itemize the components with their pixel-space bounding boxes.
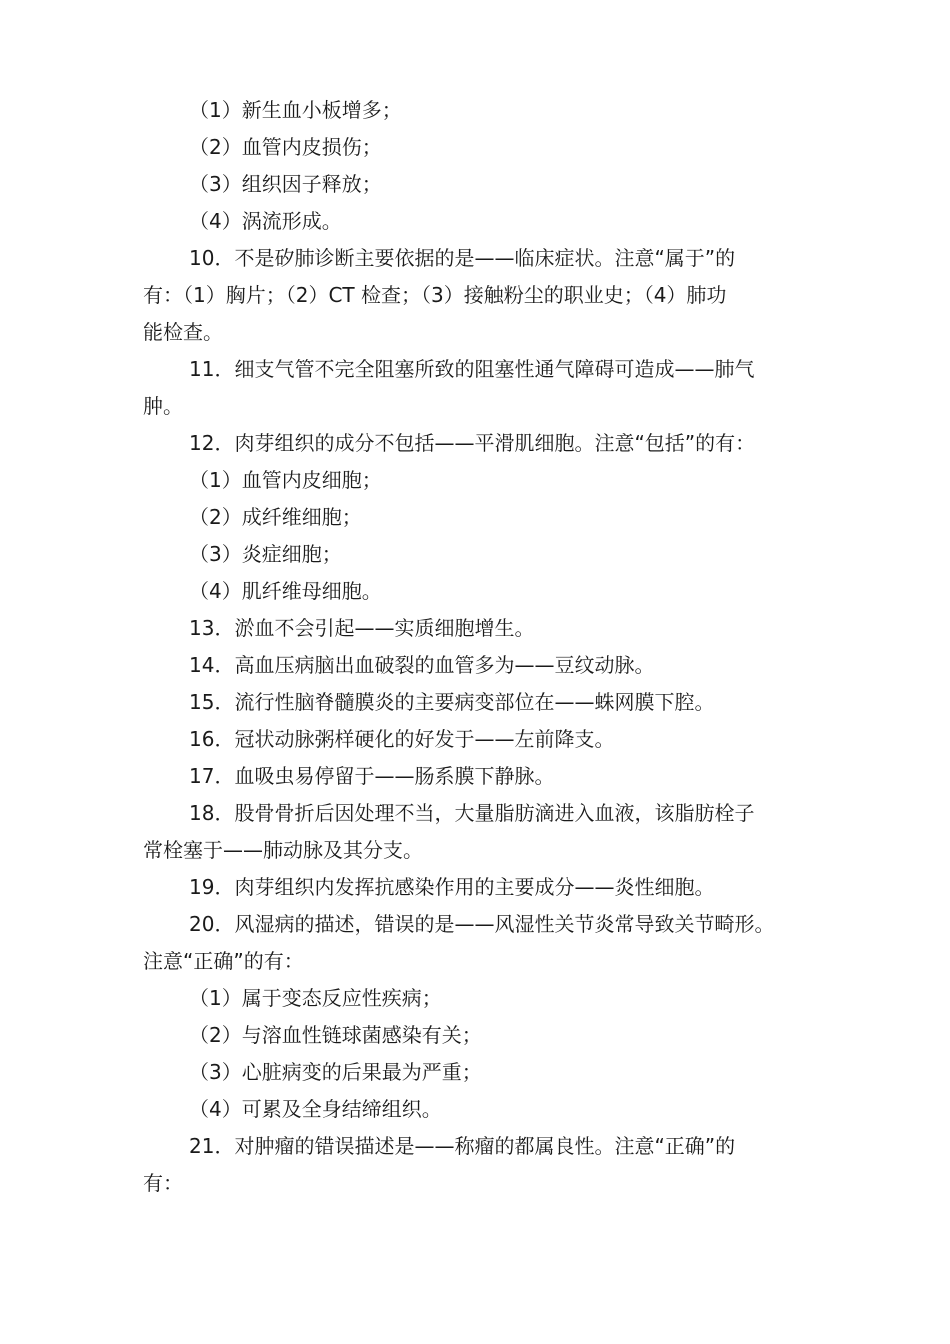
text-line: （4）可累及全身结缔组织。 [189,1097,442,1121]
text-line: 12．肉芽组织的成分不包括——平滑肌细胞。注意“包括”的有： [189,431,756,455]
text-line: 19．肉芽组织内发挥抗感染作用的主要成分——炎性细胞。 [189,875,715,899]
text-line: 有：（1）胸片；（2）CT 检查；（3）接触粉尘的职业史；（4）肺功 [143,283,727,307]
text-line: （3）心脏病变的后果最为严重； [189,1060,482,1084]
text-line: 20．风湿病的描述，错误的是——风湿性关节炎常导致关节畸形。 [189,912,775,936]
text-line: 11．细支气管不完全阻塞所致的阻塞性通气障碍可造成——肺气 [189,357,755,381]
text-line: 能检查。 [143,320,223,344]
text-line: 21．对肿瘤的错误描述是——称瘤的都属良性。注意“正确”的 [189,1134,736,1158]
text-line: 肿。 [143,394,183,418]
text-line: 13．淤血不会引起——实质细胞增生。 [189,616,535,640]
text-line: （2）与溶血性链球菌感染有关； [189,1023,482,1047]
text-line: 14．高血压病脑出血破裂的血管多为——豆纹动脉。 [189,653,655,677]
text-line: （1）新生血小板增多； [189,98,402,122]
text-line: 常栓塞于——肺动脉及其分支。 [143,838,423,862]
text-line: 注意“正确”的有： [143,949,304,973]
text-line: （4）涡流形成。 [189,209,342,233]
text-line: （4）肌纤维母细胞。 [189,579,382,603]
document-body [143,92,823,1202]
text-line: 10．不是矽肺诊断主要依据的是——临床症状。注意“属于”的 [189,246,736,270]
text-line: （3）组织因子释放； [189,172,382,196]
text-line: （3）炎症细胞； [189,542,342,566]
text-line: 18．股骨骨折后因处理不当，大量脂肪滴进入血液，该脂肪栓子 [189,801,755,825]
text-line: （1）属于变态反应性疾病； [189,986,442,1010]
text-line: 有： [143,1171,183,1195]
text-line: 16．冠状动脉粥样硬化的好发于——左前降支。 [189,727,615,751]
text-line: （1）血管内皮细胞； [189,468,382,492]
text-line: （2）成纤维细胞； [189,505,362,529]
text-line: 15．流行性脑脊髓膜炎的主要病变部位在——蛛网膜下腔。 [189,690,715,714]
text-line: 17．血吸虫易停留于——肠系膜下静脉。 [189,764,555,788]
text-line: （2）血管内皮损伤； [189,135,382,159]
